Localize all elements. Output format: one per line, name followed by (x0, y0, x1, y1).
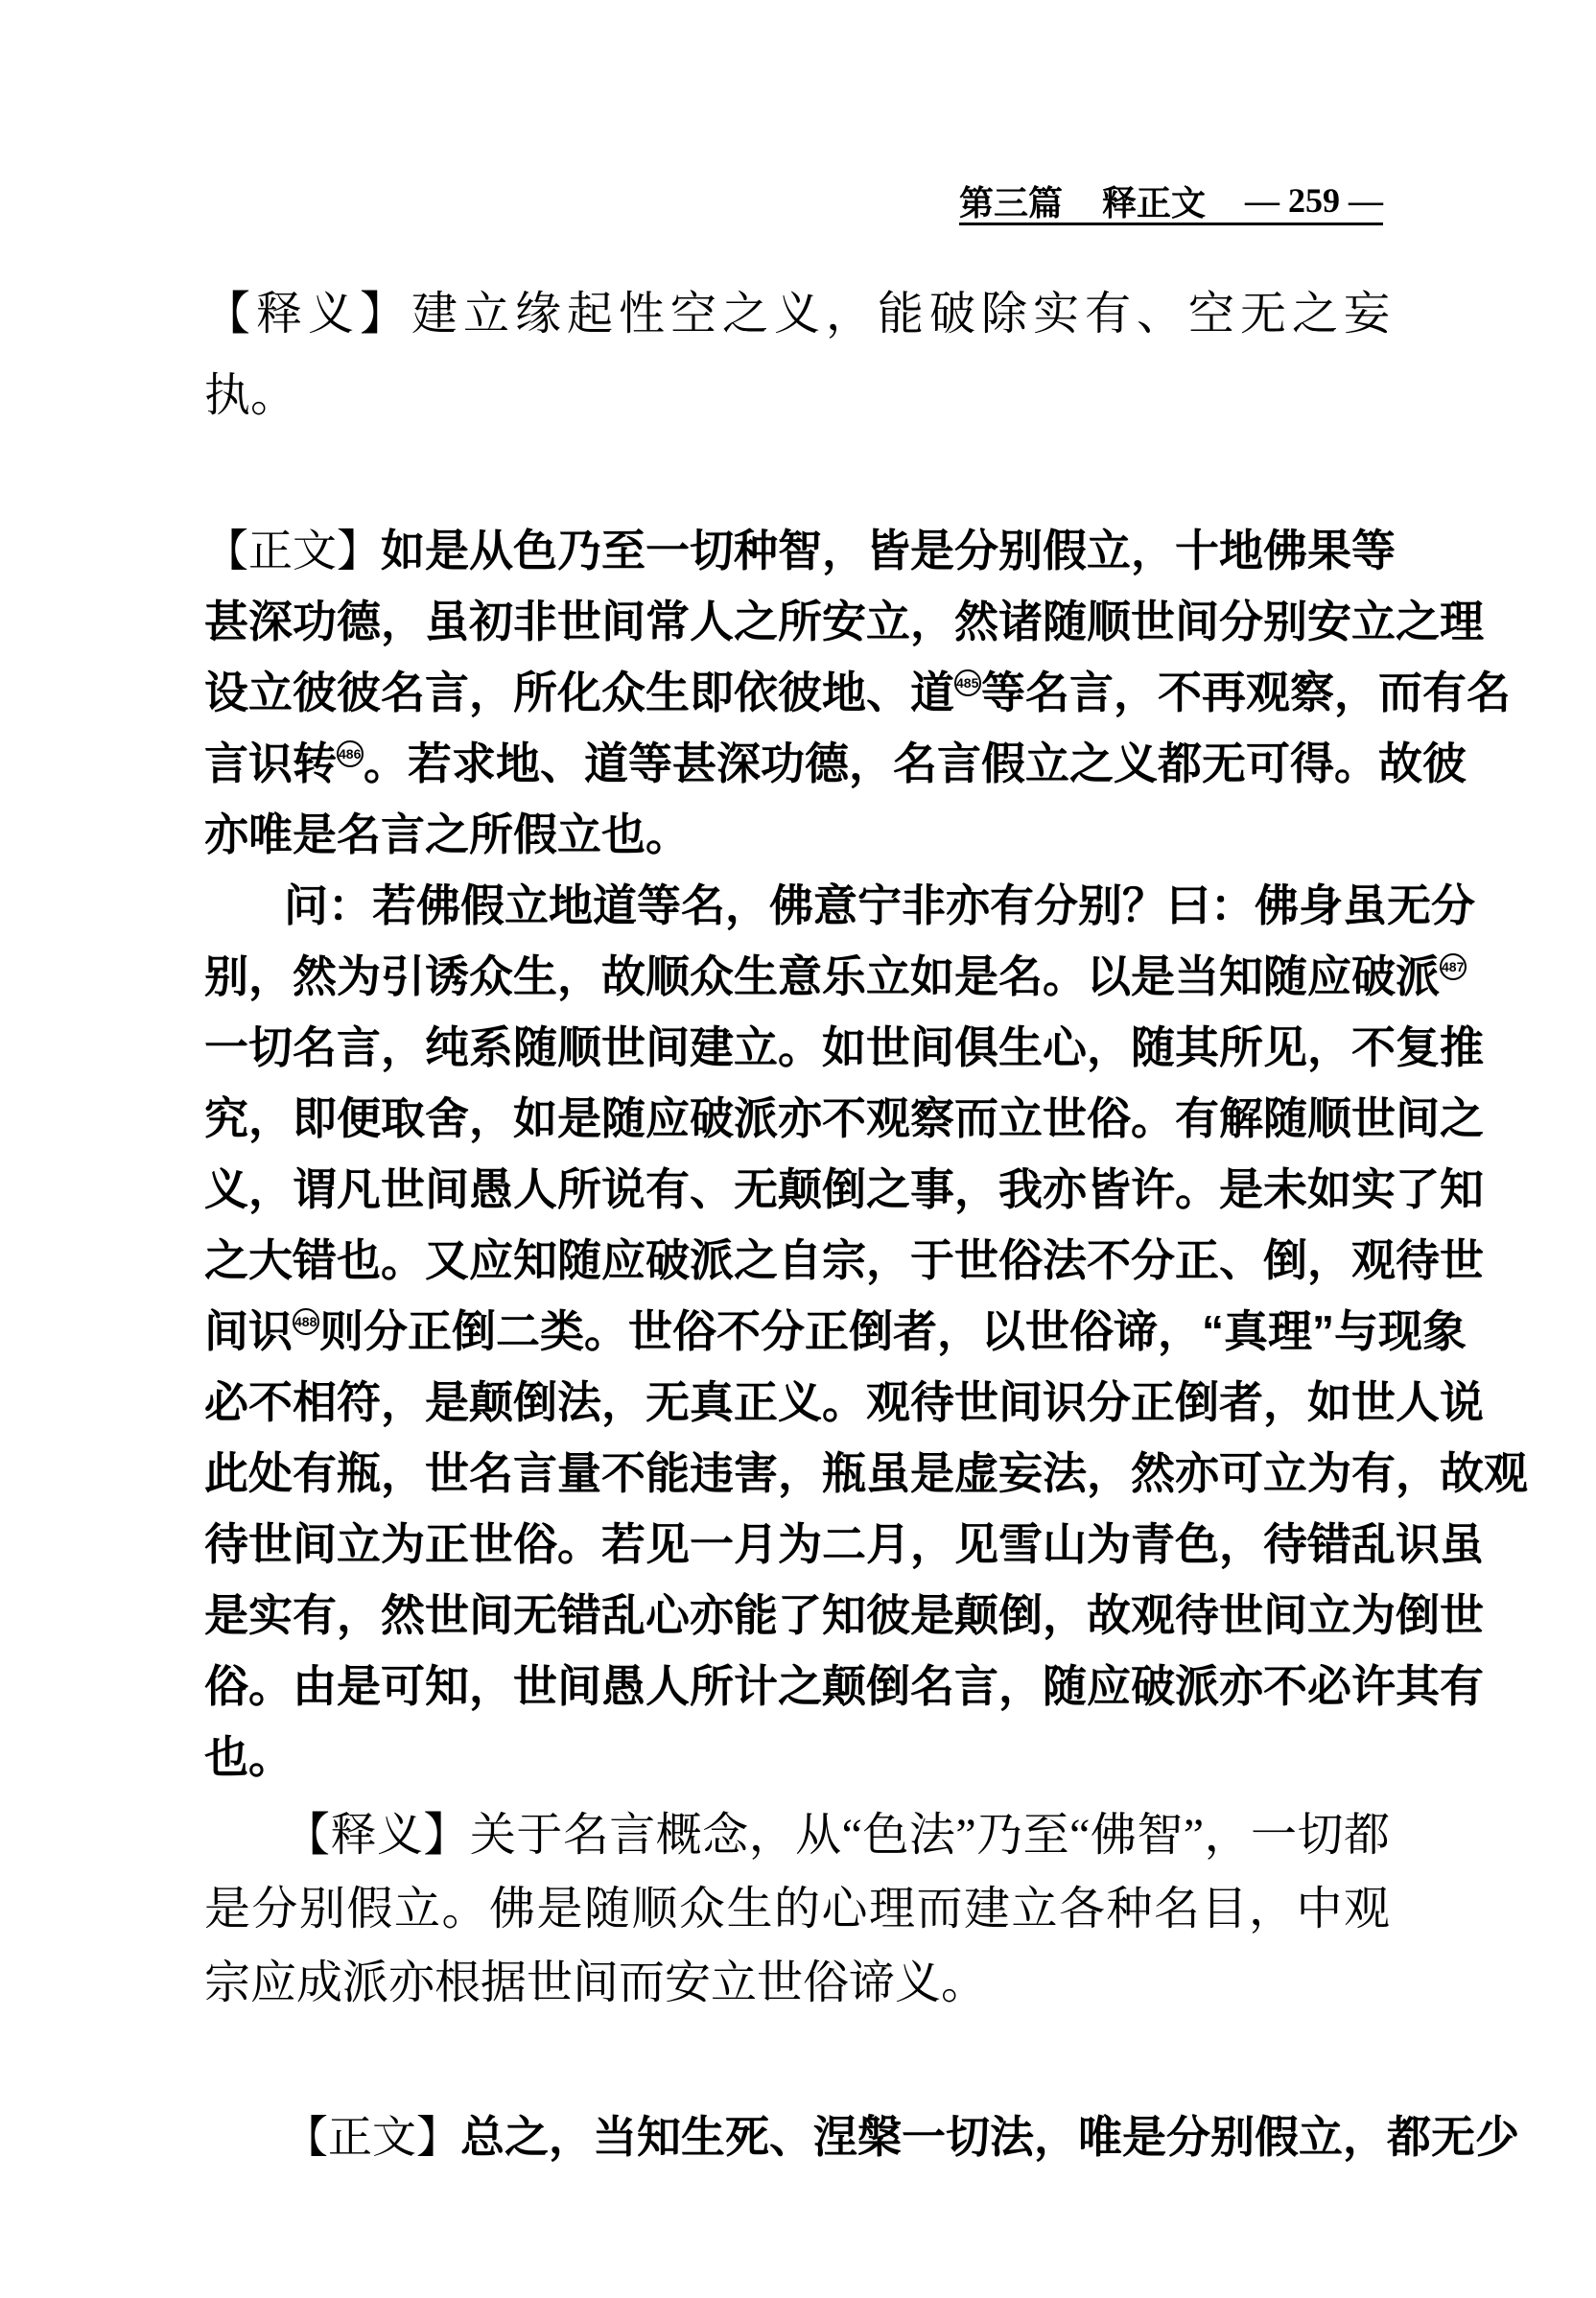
main-text-line (204, 664, 1511, 721)
main-text-tag: 【正文】 (284, 2113, 460, 2162)
text: 俗。由是可知，世间愚人所计之颠倒名言，随应破派亦不必许其有 (204, 1661, 1484, 1711)
main-text-line (204, 1515, 1484, 1573)
header-title: 释正文 (1102, 183, 1207, 223)
page-number: — 259 — (1245, 181, 1383, 220)
main-text-line (204, 1373, 1484, 1431)
main-text-line (204, 948, 1465, 1005)
main-text-line (204, 1161, 1484, 1218)
footnote-marker[interactable]: 486 (337, 740, 364, 767)
footnote-marker[interactable]: 485 (954, 669, 981, 696)
text: 待世间立为正世俗。若见一月为二月，见雪山为青色，待错乱识虽 (204, 1519, 1484, 1569)
commentary-tag: 【释义】 (284, 1810, 470, 1861)
main-text-tag: 【正文】 (204, 527, 381, 575)
text: 亦唯是名言之所假立也。 (204, 809, 690, 859)
main-text-line (204, 522, 1396, 579)
main-text-line (204, 1231, 1484, 1289)
text: 也。 (204, 1732, 293, 1782)
footnote-marker[interactable]: 487 (1440, 953, 1467, 980)
commentary-tag: 【释义】 (204, 289, 411, 340)
header-section: 第三篇 (959, 183, 1064, 223)
text: 宗应成派亦根据世间而安立世俗谛义。 (204, 1958, 988, 2008)
main-text-line (204, 1586, 1484, 1644)
text: 之大错也。又应知随应破派之自宗，于世俗法不分正、倒，观待世 (204, 1235, 1484, 1285)
main-text-line (284, 877, 1475, 934)
text: 执。 (204, 370, 297, 421)
main-text-line (284, 2108, 1519, 2166)
text: 是分别假立。佛是随顺众生的心理而建立各种名目，中观 (204, 1884, 1390, 1935)
text: 言识转 (204, 739, 337, 788)
text: 则分正倒二类。世俗不分正倒者，以世俗谛，“真理”与现象 (319, 1306, 1467, 1356)
main-text-line (204, 735, 1467, 792)
text: 建立缘起性空之义，能破除实有、空无之妄 (411, 289, 1390, 340)
main-text-line (204, 806, 1390, 863)
text: 如是从色乃至一切种智，皆是分别假立，十地佛果等 (381, 526, 1396, 575)
text: 等名言，不再观察，而有名 (981, 668, 1511, 717)
main-text-line (204, 1302, 1467, 1360)
text: 甚深功德，虽初非世间常人之所安立，然诸随顺世间分别安立之理 (204, 597, 1484, 646)
commentary-line (204, 367, 1390, 425)
text: 问：若佛假立地道等名，佛意宁非亦有分别？曰：佛身虽无分 (284, 880, 1475, 930)
commentary-line (204, 1881, 1390, 1938)
commentary-line (204, 1955, 1390, 2012)
text: 关于名言概念，从“色法”乃至“佛智”，一切都 (469, 1810, 1390, 1861)
text: 设立彼彼名言，所化众生即依彼地、道 (204, 668, 954, 717)
main-text-line (204, 593, 1484, 650)
text: 。若求地、道等甚深功德，名言假立之义都无可得。故彼 (364, 739, 1467, 788)
text: 是实有，然世间无错乱心亦能了知彼是颠倒，故观待世间立为倒世 (204, 1590, 1484, 1640)
text: 总之，当知生死、涅槃一切法，唯是分别假立，都无少 (460, 2112, 1519, 2162)
text: 间识 (204, 1306, 293, 1356)
main-text-line (204, 1019, 1484, 1076)
running-header (959, 178, 1383, 225)
commentary-line (204, 286, 1390, 343)
text: 别，然为引诱众生，故顺众生意乐立如是名。以是当知随应破派 (204, 951, 1440, 1001)
text: 究，即便取舍，如是随应破派亦不观察而立世俗。有解随顺世间之 (204, 1093, 1484, 1143)
main-text-line (204, 1444, 1528, 1502)
main-text-line (204, 1728, 1390, 1786)
main-text-line (204, 1090, 1484, 1147)
text: 一切名言，纯系随顺世间建立。如世间俱生心，随其所见，不复推 (204, 1022, 1484, 1072)
commentary-line (284, 1807, 1390, 1864)
footnote-marker[interactable]: 488 (293, 1308, 319, 1335)
text: 此处有瓶，世名言量不能违害，瓶虽是虚妄法，然亦可立为有，故观 (204, 1448, 1528, 1498)
main-text-line (204, 1657, 1484, 1715)
text: 必不相符，是颠倒法，无真正义。观待世间识分正倒者，如世人说 (204, 1377, 1484, 1427)
text: 义，谓凡世间愚人所说有、无颠倒之事，我亦皆许。是未如实了知 (204, 1164, 1484, 1214)
